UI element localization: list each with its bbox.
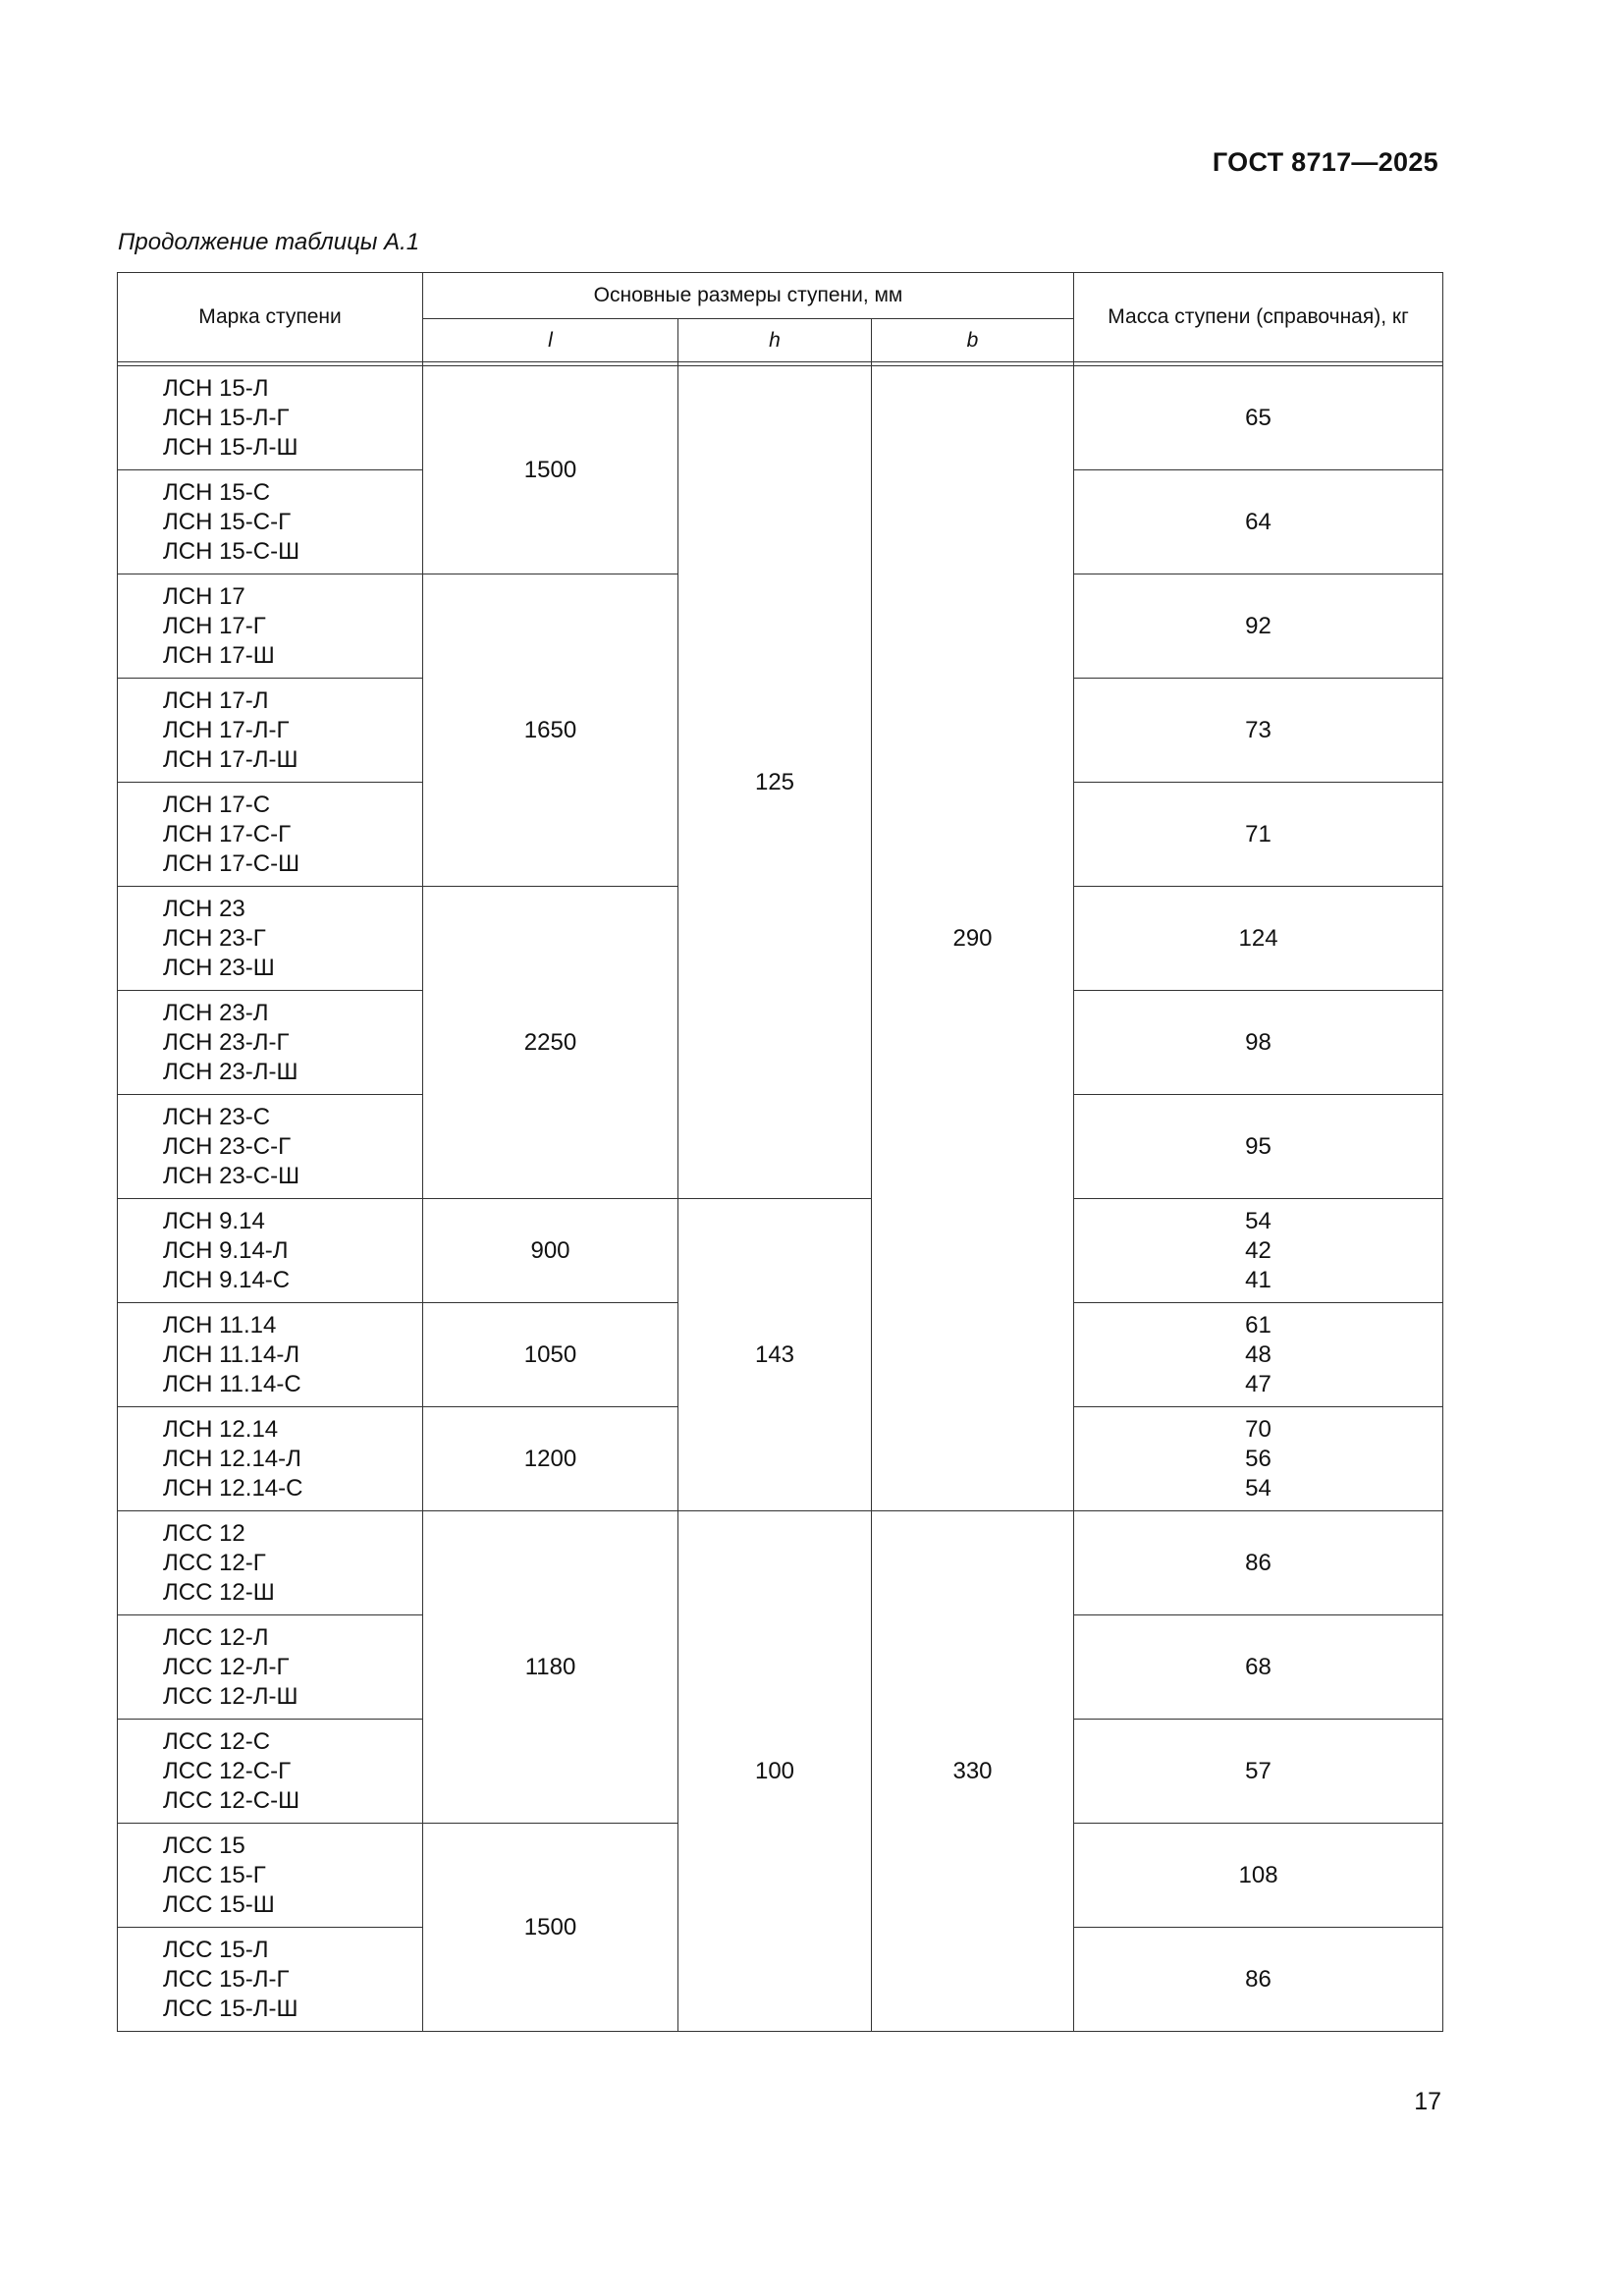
mark-cell: ЛСН 9.14 ЛСН 9.14-Л ЛСН 9.14-С — [118, 1199, 423, 1303]
header-mark: Марка ступени — [118, 273, 423, 362]
b-cell: 330 — [872, 1511, 1074, 2032]
mark-cell: ЛСН 23 ЛСН 23-Г ЛСН 23-Ш — [118, 887, 423, 991]
mark-cell: ЛСС 12-Л ЛСС 12-Л-Г ЛСС 12-Л-Ш — [118, 1615, 423, 1720]
mass-cell: 70 56 54 — [1074, 1407, 1443, 1511]
mass-cell: 71 — [1074, 783, 1443, 887]
mass-cell: 65 — [1074, 366, 1443, 470]
mark-cell: ЛСС 12-С ЛСС 12-С-Г ЛСС 12-С-Ш — [118, 1720, 423, 1824]
h-cell: 100 — [678, 1511, 872, 2032]
mass-cell: 64 — [1074, 470, 1443, 574]
l-cell: 1200 — [423, 1407, 678, 1511]
l-cell: 1650 — [423, 574, 678, 887]
table-row — [118, 1199, 1443, 1303]
header-l: l — [423, 319, 678, 362]
steps-table — [117, 272, 1443, 2032]
document-code: ГОСТ 8717—2025 — [1212, 147, 1438, 177]
mass-cell: 54 42 41 — [1074, 1199, 1443, 1303]
mass-cell: 124 — [1074, 887, 1443, 991]
table-row — [118, 1511, 1443, 1615]
mark-cell: ЛСН 23-Л ЛСН 23-Л-Г ЛСН 23-Л-Ш — [118, 991, 423, 1095]
h-cell: 143 — [678, 1199, 872, 1511]
mark-cell: ЛСН 23-С ЛСН 23-С-Г ЛСН 23-С-Ш — [118, 1095, 423, 1199]
header-b: b — [872, 319, 1074, 362]
mark-cell: ЛСН 15-С ЛСН 15-С-Г ЛСН 15-С-Ш — [118, 470, 423, 574]
mark-cell: ЛСН 17-С ЛСН 17-С-Г ЛСН 17-С-Ш — [118, 783, 423, 887]
mark-cell: ЛСН 17-Л ЛСН 17-Л-Г ЛСН 17-Л-Ш — [118, 679, 423, 783]
mark-cell: ЛСС 12 ЛСС 12-Г ЛСС 12-Ш — [118, 1511, 423, 1615]
mass-cell: 86 — [1074, 1928, 1443, 2032]
header-mass: Масса ступени (справочная), кг — [1074, 273, 1443, 362]
mass-cell: 86 — [1074, 1511, 1443, 1615]
mass-cell: 108 — [1074, 1824, 1443, 1928]
mark-cell: ЛСН 15-Л ЛСН 15-Л-Г ЛСН 15-Л-Ш — [118, 366, 423, 470]
mass-cell: 92 — [1074, 574, 1443, 679]
mass-cell: 95 — [1074, 1095, 1443, 1199]
page-number: 17 — [1414, 2088, 1441, 2115]
l-cell: 2250 — [423, 887, 678, 1199]
header-dims: Основные размеры ступени, мм — [423, 273, 1074, 319]
h-cell: 125 — [678, 366, 872, 1199]
mass-cell: 73 — [1074, 679, 1443, 783]
mass-cell: 68 — [1074, 1615, 1443, 1720]
l-cell: 1050 — [423, 1303, 678, 1407]
b-cell: 290 — [872, 366, 1074, 1511]
mass-cell: 61 48 47 — [1074, 1303, 1443, 1407]
table-caption: Продолжение таблицы А.1 — [118, 229, 420, 255]
mass-cell: 57 — [1074, 1720, 1443, 1824]
table-row — [118, 366, 1443, 470]
mark-cell: ЛСН 12.14 ЛСН 12.14-Л ЛСН 12.14-С — [118, 1407, 423, 1511]
mark-cell: ЛСН 17 ЛСН 17-Г ЛСН 17-Ш — [118, 574, 423, 679]
header-h: h — [678, 319, 872, 362]
l-cell: 1180 — [423, 1511, 678, 1824]
l-cell: 1500 — [423, 366, 678, 574]
mass-cell: 98 — [1074, 991, 1443, 1095]
mark-cell: ЛСН 11.14 ЛСН 11.14-Л ЛСН 11.14-С — [118, 1303, 423, 1407]
mark-cell: ЛСС 15 ЛСС 15-Г ЛСС 15-Ш — [118, 1824, 423, 1928]
l-cell: 1500 — [423, 1824, 678, 2032]
l-cell: 900 — [423, 1199, 678, 1303]
mark-cell: ЛСС 15-Л ЛСС 15-Л-Г ЛСС 15-Л-Ш — [118, 1928, 423, 2032]
